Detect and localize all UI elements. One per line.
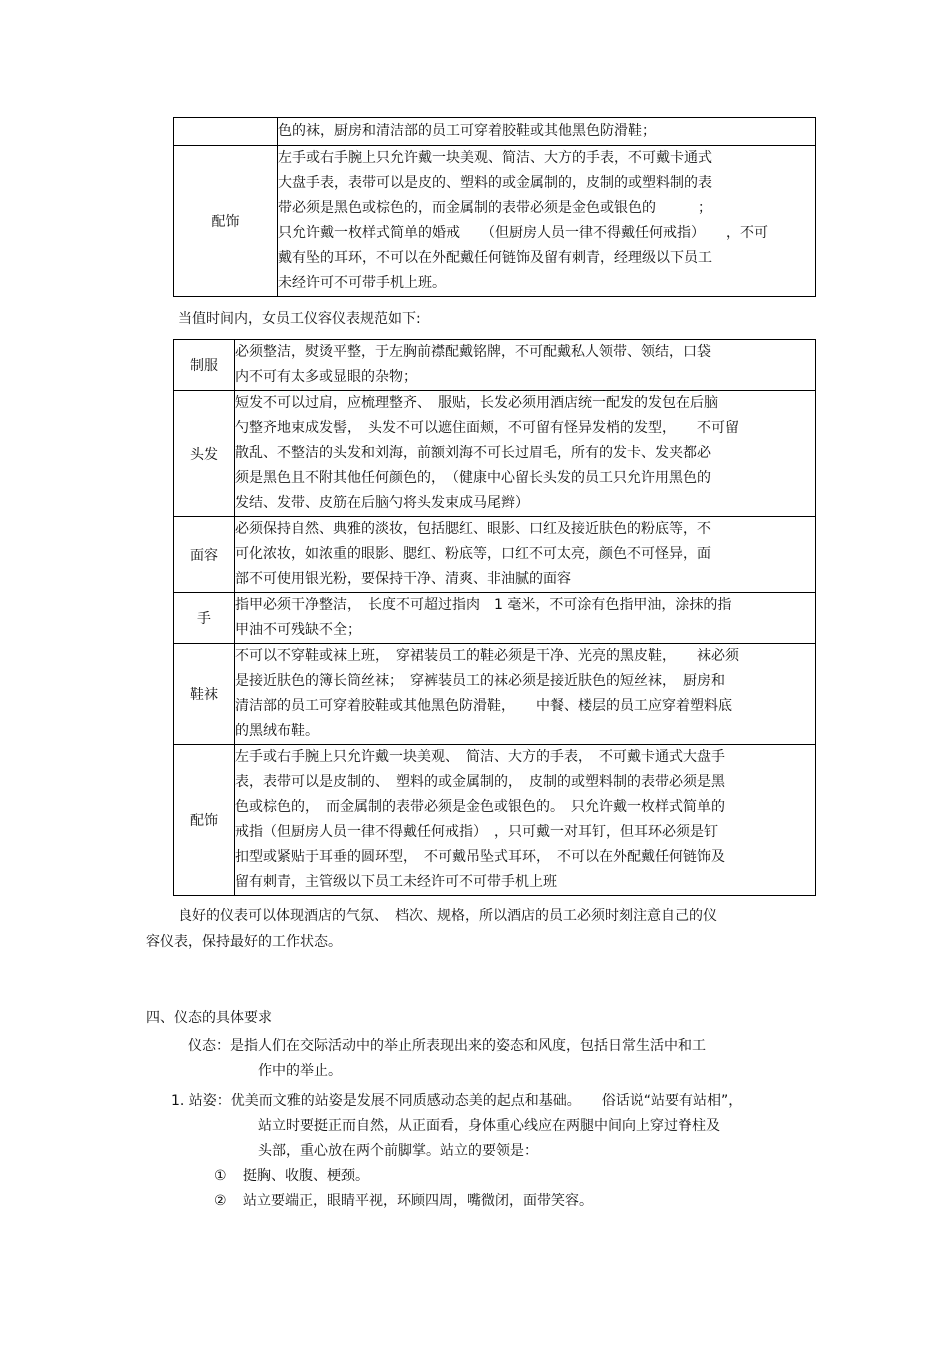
text-line: 色的袜，厨房和清洁部的员工可穿着胶鞋或其他黑色防滑鞋； [278, 123, 656, 139]
text-line: 部不可使用银光粉，要保持干净、清爽、非油腻的面容 [235, 571, 571, 587]
text-line: 是接近肤色的簿长筒丝袜； 穿裤装员工的袜必须是接近肤色的短丝袜， 厨房和 [235, 673, 725, 689]
row-content [235, 745, 816, 896]
row-label: 配饰 [174, 146, 278, 297]
row-label: 面容 [174, 517, 235, 593]
table-row [174, 745, 816, 896]
row-content [278, 118, 816, 146]
table-row [174, 118, 816, 146]
text-line: 的黑绒布鞋。 [235, 723, 319, 739]
row-label: 配饰 [174, 745, 235, 896]
paragraph-line: 良好的仪表可以体现酒店的气氛、 档次、规格，所以酒店的员工必须时刻注意自己的仪 [178, 908, 717, 924]
accessory-table-continued [173, 117, 816, 297]
point-text: 挺胸、收腹、梗颈。 [243, 1168, 369, 1184]
text-line: 戴有坠的耳环，不可以在外配戴任何链饰及留有刺青，经理级以下员工 [278, 250, 712, 266]
table-row [174, 146, 816, 297]
row-content [235, 644, 816, 745]
text-line: 扣型或紧贴于耳垂的圆环型， 不可戴吊坠式耳环， 不可以在外配戴任何链饰及 [235, 849, 725, 865]
text-line: 发结、发带、皮筋在后脑勺将头发束成马尾辫） [235, 495, 529, 511]
text-line: 左手或右手腕上只允许戴一块美观、 简洁、大方的手表， 不可戴卡通式大盘手 [235, 749, 725, 765]
text-line: 留有刺青，主管级以下员工未经许可不可带手机上班 [235, 874, 557, 890]
row-content [235, 593, 816, 644]
text-line: 表，表带可以是皮制的、 塑料的或金属制的， 皮制的或塑料制的表带必须是黑 [235, 774, 725, 790]
standing-item-line: 站立时要挺正而自然，从正面看，身体重心线应在两腿中间向上穿过脊柱及 [258, 1118, 720, 1134]
row-label: 头发 [174, 391, 235, 517]
text-line: 指甲必须干净整洁， 长度不可超过指肉 1 毫米，不可涂有色指甲油，涂抹的指 [235, 597, 732, 613]
text-line: 大盘手表，表带可以是皮的、塑料的或金属制的，皮制的或塑料制的表 [278, 175, 712, 191]
text-line: 甲油不可残缺不全； [235, 622, 361, 638]
table-row [174, 391, 816, 517]
point-number: ② [214, 1193, 227, 1209]
standing-item-line: 1. 站姿：优美而文雅的站姿是发展不同质感动态美的起点和基础。 俗话说“站要有站相”， [171, 1093, 743, 1109]
text-line: 须是黑色且不附其他任何颜色的， （健康中心留长头发的员工只允许用黑色的 [235, 470, 711, 486]
definition-line: 仪态：是指人们在交际活动中的举止所表现出来的姿态和风度，包括日常生活中和工 [188, 1038, 706, 1054]
text-line: 内不可有太多或显眼的杂物； [235, 369, 417, 385]
text-line: 必须保持自然、典雅的淡妆，包括腮红、眼影、口红及接近肤色的粉底等，不 [235, 521, 711, 537]
text-line: 清洁部的员工可穿着胶鞋或其他黑色防滑鞋， 中餐、楼层的员工应穿着塑料底 [235, 698, 732, 714]
text-line: 未经许可不可带手机上班。 [278, 275, 446, 291]
table-row [174, 340, 816, 391]
standing-item-line: 头部，重心放在两个前脚掌。站立的要领是： [258, 1143, 538, 1159]
point-number: ① [214, 1168, 227, 1184]
row-label: 鞋袜 [174, 644, 235, 745]
text-line: 必须整洁，熨烫平整，于左胸前襟配戴铭牌，不可配戴私人领带、领结，口袋 [235, 344, 711, 360]
text-line: 短发不可以过肩，应梳理整齐、 服贴，长发必须用酒店统一配发的发包在后脑 [235, 395, 718, 411]
row-content [235, 340, 816, 391]
row-content [278, 146, 816, 297]
row-label: 制服 [174, 340, 235, 391]
row-label [174, 118, 278, 146]
paragraph-line: 容仪表，保持最好的工作状态。 [146, 934, 342, 950]
definition-line: 作中的举止。 [258, 1063, 342, 1079]
table-row [174, 517, 816, 593]
text-line: 散乱、不整洁的头发和刘海，前额刘海不可长过眉毛，所有的发卡、发夹都必 [235, 445, 711, 461]
point-text: 站立要端正，眼睛平视，环顾四周，嘴微闭，面带笑容。 [243, 1193, 593, 1209]
row-content [235, 391, 816, 517]
text-line: 勺整齐地束成发髻， 头发不可以遮住面颊，不可留有怪异发梢的发型， 不可留 [235, 420, 739, 436]
intro-text: 当值时间内，女员工仪容仪表规范如下: [178, 311, 421, 327]
section-heading: 四、仪态的具体要求 [146, 1010, 272, 1026]
text-line: 戒指（但厨房人员一律不得戴任何戒指） ，只可戴一对耳钉，但耳环必须是钉 [235, 824, 718, 840]
text-line: 可化浓妆，如浓重的眼影、腮红、粉底等，口红不可太亮，颜色不可怪异，面 [235, 546, 711, 562]
female-grooming-table [173, 339, 816, 896]
table-row [174, 593, 816, 644]
row-label: 手 [174, 593, 235, 644]
text-line: 色或棕色的， 而金属制的表带必须是金色或银色的。 只允许戴一枚样式简单的 [235, 799, 725, 815]
text-line: 只允许戴一枚样式简单的婚戒 （但厨房人员一律不得戴任何戒指） ，不可 [278, 225, 768, 241]
text-line: 带必须是黑色或棕色的，而金属制的表带必须是金色或银色的 ； [278, 200, 712, 216]
text-line: 左手或右手腕上只允许戴一块美观、简洁、大方的手表，不可戴卡通式 [278, 150, 712, 166]
table-row [174, 644, 816, 745]
row-content [235, 517, 816, 593]
text-line: 不可以不穿鞋或袜上班， 穿裙装员工的鞋必须是干净、光亮的黑皮鞋， 袜必须 [235, 648, 739, 664]
